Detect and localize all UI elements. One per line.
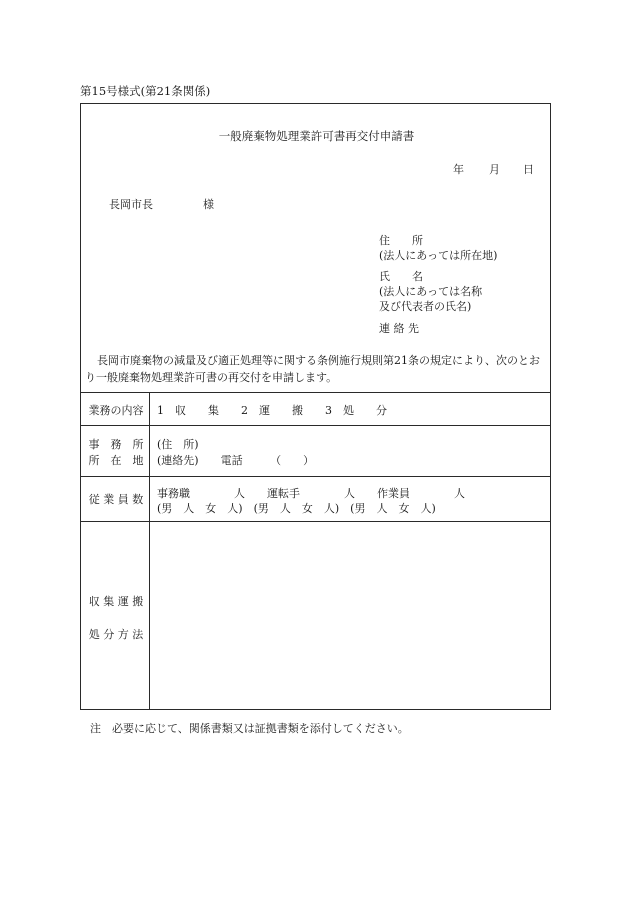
document-title: 一般廃棄物処理業許可書再交付申請書 [218, 129, 415, 143]
applicant-contact-label: 連 絡 先 [379, 322, 419, 335]
office-address-field: (住 所) [157, 438, 199, 451]
applicant-address-label: 住 所 [379, 234, 423, 247]
applicant-name-note-2: 及び代表者の氏名) [379, 300, 472, 313]
office-label-line-1: 事 務 所 [88, 438, 144, 451]
employees-label: 従 業 員 数 [88, 493, 144, 506]
employees-counts: 事務職 人 運転手 人 作業員 人 [157, 487, 465, 500]
footnote: 注 必要に応じて、関係書類又は証拠書類を添付してください。 [90, 722, 409, 735]
business-content-options: 1 収 集 2 運 搬 3 処 分 [157, 404, 387, 417]
application-form [80, 103, 551, 710]
application-statement: 長岡市廃棄物の減量及び適正処理等に関する条例施行規則第21条の規定により、次のとおり一般廃棄物処理業許可書の再交付を申請します。 [85, 354, 540, 384]
addressee-honorific: 様 [203, 198, 214, 211]
business-content-label: 業務の内容 [88, 404, 144, 417]
disposal-method-label: 処 分 方 法 [88, 628, 144, 641]
table-divider [81, 425, 550, 426]
office-contact-field: (連絡先) 電話 （ ） [157, 454, 315, 467]
table-divider [81, 392, 550, 393]
applicant-address-note: (法人にあっては所在地) [379, 249, 498, 262]
date-month-label: 月 [489, 163, 500, 176]
employees-gender-breakdown: (男 人 女 人) (男 人 女 人) (男 人 女 人) [157, 502, 436, 515]
form-number-label: 第15号様式(第21条関係) [80, 84, 211, 98]
table-column-divider [149, 392, 150, 709]
table-divider [81, 476, 550, 477]
date-year-label: 年 [453, 163, 464, 176]
applicant-name-label: 氏 名 [379, 270, 423, 283]
office-label-line-2: 所 在 地 [88, 454, 144, 467]
table-divider [81, 521, 550, 522]
addressee-name: 長岡市長 [109, 198, 153, 211]
applicant-name-note-1: (法人にあっては名称 [379, 285, 483, 298]
collection-method-label: 収 集 運 搬 [88, 595, 144, 608]
date-day-label: 日 [523, 163, 534, 176]
